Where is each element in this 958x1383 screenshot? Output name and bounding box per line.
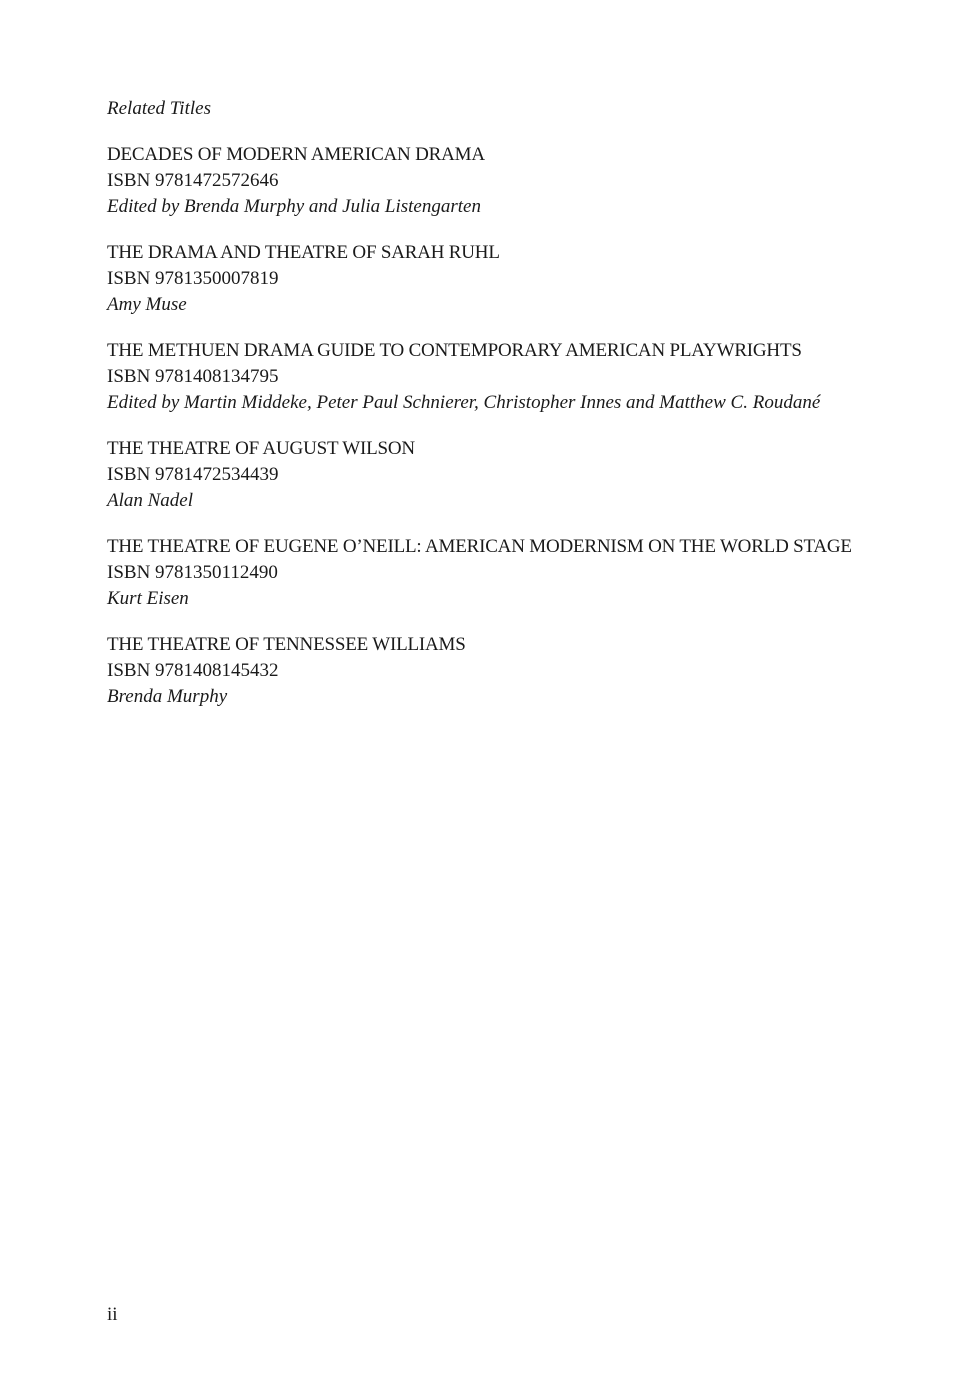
book-entry <box>107 142 867 220</box>
page-number: ii <box>107 1304 118 1325</box>
book-isbn: ISBN 9781350007819 <box>107 268 279 289</box>
book-title: THE METHUEN DRAMA GUIDE TO CONTEMPORARY AMERICAN PLAYWRIGHTS <box>107 340 802 361</box>
book-author: Alan Nadel <box>107 490 194 511</box>
book-isbn: ISBN 9781408145432 <box>107 660 279 681</box>
page-heading: Related Titles <box>107 98 211 119</box>
book-author: Kurt Eisen <box>107 588 189 609</box>
book-author: Amy Muse <box>107 294 187 315</box>
book-author: Edited by Martin Middeke, Peter Paul Schnierer, Christopher Innes and Matthew C. Roudané <box>107 392 821 413</box>
book-entry <box>107 240 867 318</box>
book-isbn: ISBN 9781472572646 <box>107 170 279 191</box>
book-isbn: ISBN 9781350112490 <box>107 562 278 583</box>
book-isbn: ISBN 9781472534439 <box>107 464 279 485</box>
book-title: THE THEATRE OF EUGENE O’NEILL: AMERICAN MODERNISM ON THE WORLD STAGE <box>107 536 852 557</box>
book-title: DECADES OF MODERN AMERICAN DRAMA <box>107 144 485 165</box>
book-isbn: ISBN 9781408134795 <box>107 366 279 387</box>
related-titles-page <box>107 96 867 730</box>
book-title: THE DRAMA AND THEATRE OF SARAH RUHL <box>107 242 500 263</box>
book-title: THE THEATRE OF AUGUST WILSON <box>107 438 415 459</box>
book-title: THE THEATRE OF TENNESSEE WILLIAMS <box>107 634 466 655</box>
book-entry <box>107 632 867 710</box>
book-author: Brenda Murphy <box>107 686 228 707</box>
book-entry <box>107 534 867 612</box>
book-entry <box>107 436 867 514</box>
book-entry <box>107 338 867 416</box>
book-author: Edited by Brenda Murphy and Julia Listengarten <box>107 196 481 217</box>
